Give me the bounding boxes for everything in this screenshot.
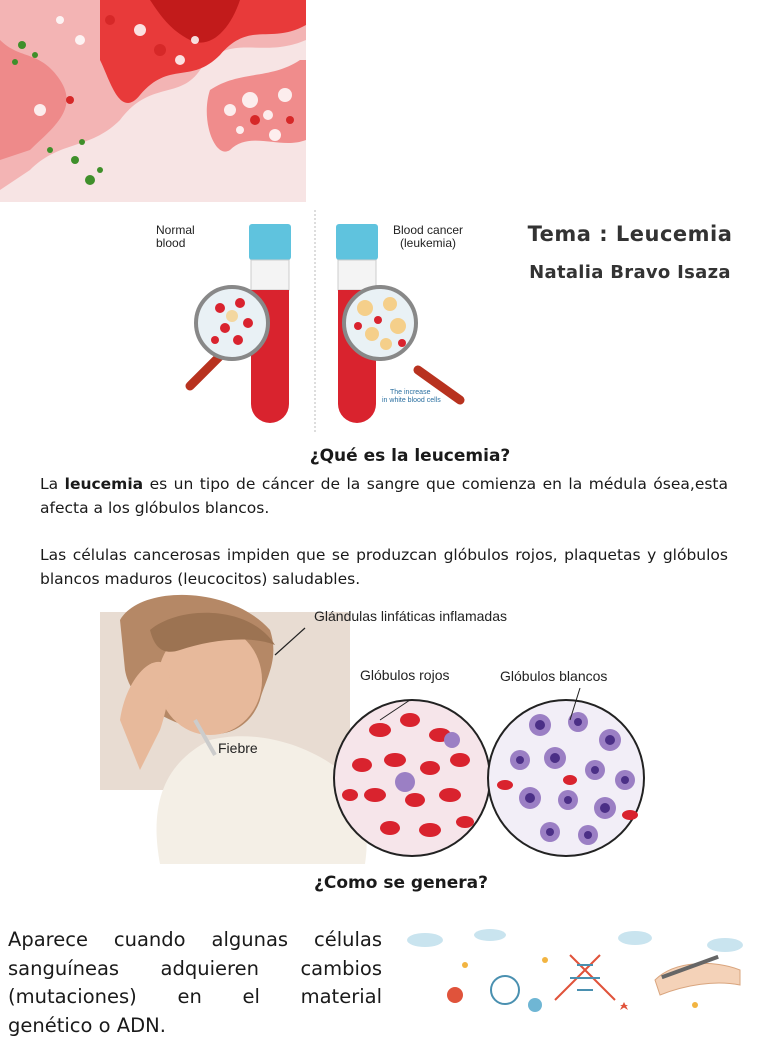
abstract-blood-art xyxy=(0,0,306,202)
tube-left-label-2: blood xyxy=(156,236,185,250)
p3-line-3: (mutaciones) en el material xyxy=(8,983,382,1012)
paragraph-cancer-cells: Las células cancerosas impiden que se produzcan glóbulos rojos, plaquetas y glóbulos blancos maduros (leucocitos) saludables. xyxy=(40,543,728,591)
tube-right-label-2: (leukemia) xyxy=(400,236,456,250)
p3-line-1: Aparece cuando algunas células xyxy=(8,926,382,955)
p3-line-2: sanguíneas adquieren cambios xyxy=(8,955,382,984)
p1-start: La xyxy=(40,475,65,493)
label-fever: Fiebre xyxy=(218,740,258,756)
symptoms-illustration xyxy=(100,590,650,864)
tube-right-label-1: Blood cancer xyxy=(393,223,463,237)
blood-tubes-figure xyxy=(150,208,480,434)
p3-line-4: genético o ADN. xyxy=(8,1012,382,1040)
dna-science-illustration xyxy=(395,910,768,1024)
label-white-cells: Glóbulos blancos xyxy=(500,668,607,684)
white-cells-circle xyxy=(488,700,644,856)
label-glands: Glándulas linfáticas inflamadas xyxy=(314,608,507,624)
paragraph-how-generated xyxy=(8,926,382,1040)
question-how-generated: ¿Como se genera? xyxy=(0,873,768,893)
paragraph-definition xyxy=(40,472,728,520)
question-what-is-leukemia: ¿Qué es la leucemia? xyxy=(0,446,768,466)
red-cells-circle xyxy=(334,700,490,856)
tube-note-2: in white blood cells xyxy=(382,397,441,404)
p1-rest: es un tipo de cáncer de la sangre que comienza en la médula ósea,esta afecta a los glóbulos blancos. xyxy=(40,475,728,517)
author-name: Natalia Bravo Isaza xyxy=(500,262,760,283)
p1-bold-term: leucemia xyxy=(65,475,143,493)
topic-title: Tema : Leucemia xyxy=(500,222,760,246)
tube-left-label-1: Normal xyxy=(156,223,195,237)
label-red-cells: Glóbulos rojos xyxy=(360,667,450,683)
tube-note-1: The increase xyxy=(390,389,431,396)
